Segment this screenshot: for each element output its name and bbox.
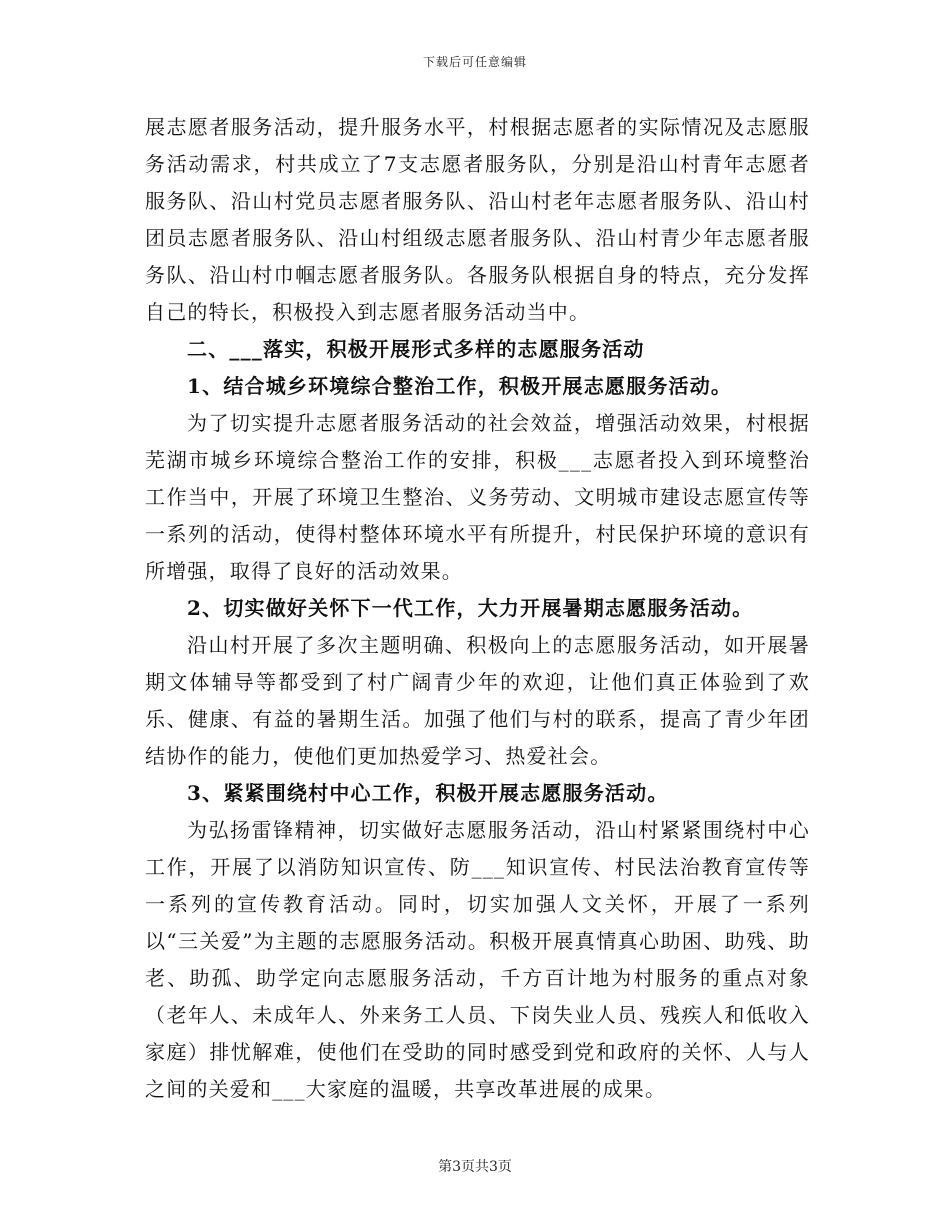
document-body [145,109,810,1108]
paragraph-volunteer-teams: 展志愿者服务活动，提升服务水平，村根据志愿者的实际情况及志愿服务活动需求，村共成立了7支志愿者服务队，分别是沿山村青年志愿者服务队、沿山村党员志愿者服务队、沿山村老年志愿者服务队、沿山村团员志愿者服务队、沿山村组级志愿者服务队、沿山村青少年志愿者服务队、沿山村巾帼志愿者服务队。各服务队根据自身的特点，充分发挥自己的特长，积极投入到志愿者服务活动当中。 [145,115,810,324]
subheading-3: 3、紧紧围绕村中心工作，积极开展志愿服务活动。 [187,781,669,805]
paragraph-summer-activities: 沿山村开展了多次主题明确、积极向上的志愿服务活动，如开展暑期文体辅导等都受到了村广阔青少年的欢迎，让他们真正体验到了欢乐、健康、有益的暑期生活。加强了他们与村的联系，提高了青少年团结协作的能力，使他们更加热爱学习、热爱社会。 [145,633,810,768]
paragraph-environment: 为了切实提升志愿者服务活动的社会效益，增强活动效果，村根据芜湖市城乡环境综合整治工作的安排，积极___志愿者投入到环境整治工作当中，开展了环境卫生整治、义务劳动、文明城市建设志愿宣传等一系列的活动，使得村整体环境水平有所提升，村民保护环境的意识有所增强，取得了良好的活动效果。 [145,411,810,583]
paragraph-lei-feng: 为弘扬雷锋精神，切实做好志愿服务活动，沿山村紧紧围绕村中心工作，开展了以消防知识宣传、防___知识宣传、村民法治教育宣传等一系列的宣传教育活动。同时，切实加强人文关怀，开展了一系列以“三关爱”为主题的志愿服务活动。积极开展真情真心助困、助残、助老、助孤、助学定向志愿服务活动，千方百计地为村服务的重点对象（老年人、未成年人、外来务工人员、下岗失业人员、残疾人和低收入家庭）排忧解难，使他们在受助的同时感受到党和政府的关怀、人与人之间的关爱和___大家庭的温暖，共享改革进展的成果。 [145,818,810,1101]
subheading-2: 2、切实做好关怀下一代工作，大力开展暑期志愿服务活动。 [187,596,754,620]
page-footer: 第3页共3页 [438,1159,512,1175]
page-header: 下载后可任意编辑 [422,55,527,69]
section-heading-2: 二、___落实，积极开展形式多样的志愿服务活动 [187,337,645,361]
subheading-1: 1、结合城乡环境综合整治工作，积极开展志愿服务活动。 [187,374,733,398]
